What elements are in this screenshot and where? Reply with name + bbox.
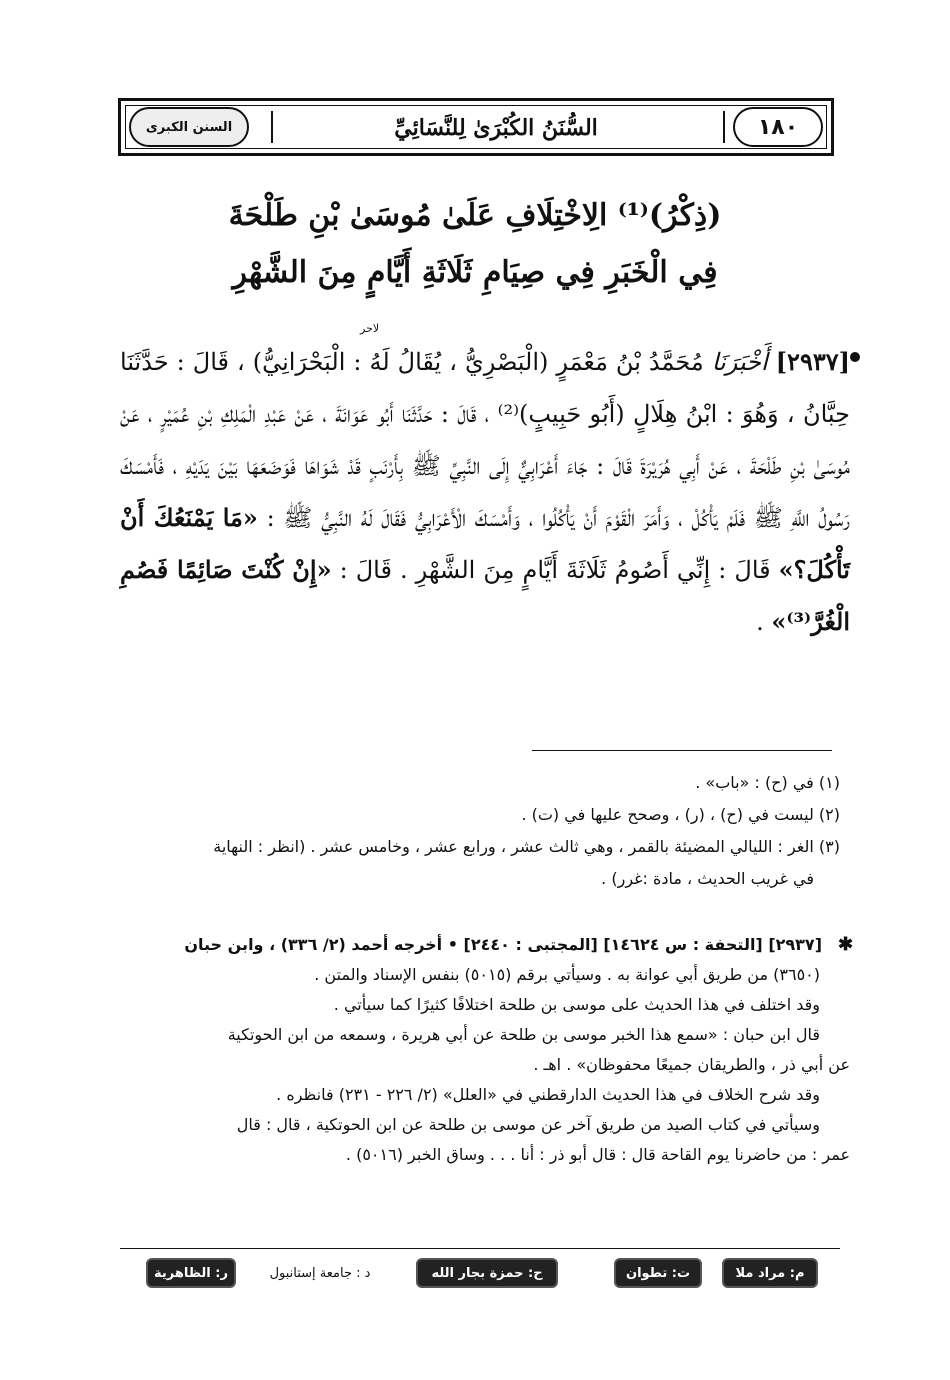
footnote-3: (٣) الغر : الليالي المضيئة بالقمر ، وهي ثالث عشر ، ورابع عشر ، وخامس عشر . (انظر : النهاية bbox=[213, 837, 840, 856]
footnote-3-continued: في غريب الحديث ، مادة :غرر) . bbox=[601, 869, 814, 888]
takhrij-line-2: (٣٦٥٠) من طريق أبي عوانة به . وسيأتي برقم (٥٠١٥) بنفس الإسناد والمتن . bbox=[314, 965, 820, 984]
takhrij-line-7: وسيأتي في كتاب الصيد من طريق آخر عن موسى بن طلحة عن ابن الحوتكية ، قال : قال bbox=[236, 1115, 820, 1134]
takhrij-line-5: عن أبي ذر ، والطريقان جميعًا محفوظان» . اهـ . bbox=[533, 1055, 850, 1074]
footnote-2: (٢) ليست في (ح) ، (ر) ، وصحح عليها في (ت) . bbox=[521, 805, 840, 824]
margin-note: لاحر bbox=[360, 322, 380, 335]
hadith-text-part-2: قَالَ : إِنِّي أَصُومُ ثَلَاثَةَ أَيَّامٍ مِنَ الشَّهْرِ . قَالَ : bbox=[339, 556, 771, 584]
emblem-text: السنن الكبرى bbox=[145, 119, 233, 135]
chapter-heading-line-2: فِي الْخَبَرِ فِي صِيَامِ ثَلَاثَةِ أَيَّامٍ مِنَ الشَّهْرِ bbox=[232, 255, 718, 290]
takhrij-line-3: وقد اختلف في هذا الحديث على موسى بن طلحة اختلافًا كثيرًا كما سيأتي . bbox=[333, 995, 820, 1014]
footnote-separator bbox=[532, 750, 832, 751]
takhrij-line-4: قال ابن حبان : «سمع هذا الخبر موسى بن طلحة عن أبي هريرة ، وسمعه من ابن الحوتكية bbox=[227, 1025, 820, 1044]
manuscript-label-d: د : جامعة إستانبول bbox=[269, 1265, 371, 1281]
hadith-bullet-icon bbox=[850, 352, 860, 362]
title-separator-right bbox=[723, 111, 725, 143]
takhrij-star-icon: ✱ bbox=[838, 934, 854, 955]
takhrij-notes bbox=[110, 930, 850, 1170]
hadith-end: . bbox=[756, 608, 764, 636]
page-number: ١٨٠ bbox=[733, 107, 823, 147]
hadith-number: [٢٩٣٧] bbox=[775, 347, 850, 376]
bottom-separator bbox=[120, 1248, 840, 1249]
manuscript-label-r: ر: الظاهرية bbox=[146, 1258, 236, 1288]
takhrij-line-1: [٢٩٣٧] [التحفة : س ١٤٦٢٤] [المجتبى : ٢٤٤٠] • أخرجه أحمد (٢/ ٣٣٦) ، وابن حبان bbox=[184, 935, 822, 954]
hadith-intro: أَخْبَرَنَا bbox=[711, 348, 768, 376]
manuscript-label-t: ت: تطوان bbox=[614, 1258, 702, 1288]
hadith-text bbox=[120, 336, 850, 648]
book-emblem bbox=[129, 107, 249, 147]
footnotes bbox=[120, 768, 840, 896]
chapter-heading-line-1: (ذِكْرُ)⁽¹⁾ الِاخْتِلَافِ عَلَىٰ مُوسَىٰ بْنِ طَلْحَةَ bbox=[228, 198, 722, 233]
prophet-quote-2: «إِنْ كُنْتَ صَائِمًا فَصُمِ الْغُرَّ⁽³⁾» bbox=[120, 555, 850, 636]
hadith-text-part-1: مُحَمَّدُ بْنُ مَعْمَرٍ (الْبَصْرِيُّ ، يُقَالُ لَهُ : الْبَحْرَانِيُّ) ، قَالَ : حَدَّثَنَا حِبَّانُ ، وَهُوَ : ابْنُ هِلَالٍ (أَبُو حَبِيبٍ)⁽²⁾ ، قَالَ : حَدَّثَنَا أَبُو عَوَانَةَ ، عَنْ عَبْدِ الْمَلِكِ بْنِ عُمَيْرٍ ، عَنْ مُوسَىٰ بْنِ طَلْحَةَ ، عَنْ أَبِي هُرَيْرَةَ قَالَ : جَاءَ أَعْرَابِيٌّ إِلَى النَّبِيِّ ﷺ بِأَرْنَبٍ قَدْ شَوَاهَا فَوَضَعَهَا بَيْنَ يَدَيْهِ ، فَأَمْسَكَ رَسُولُ اللَّهِ ﷺ فَلَمْ يَأْكُلْ ، وَأَمَرَ الْقَوْمَ أَنْ يَأْكُلُوا ، وَأَمْسَكَ الْأَعْرَابِيُّ فَقَالَ لَهُ النَّبِيُّ ﷺ : bbox=[120, 348, 850, 532]
takhrij-line-6: وقد شرح الخلاف في هذا الحديث الدارقطني في «العلل» (٢/ ٢٢٦ - ٢٣١) فانظره . bbox=[276, 1085, 820, 1104]
prophet-quote-1: «مَا يَمْنَعُكَ أَنْ تَأْكُلَ؟» bbox=[120, 503, 850, 584]
manuscript-label-h: ح: حمزة بجار الله bbox=[416, 1258, 558, 1288]
footnote-1: (١) في (ح) : «باب» . bbox=[695, 773, 840, 792]
takhrij-line-8: عمر : من حاضرنا يوم القاحة قال : قال أبو ذر : أنا . . . وساق الخبر (٥٠١٦) . bbox=[345, 1145, 850, 1164]
manuscript-label-m: م: مراد ملا bbox=[722, 1258, 818, 1288]
book-title: السُّنَنُ الكُبْرَىٰ لِلنَّسَائِيِّ bbox=[394, 115, 598, 141]
page-header bbox=[118, 98, 834, 156]
